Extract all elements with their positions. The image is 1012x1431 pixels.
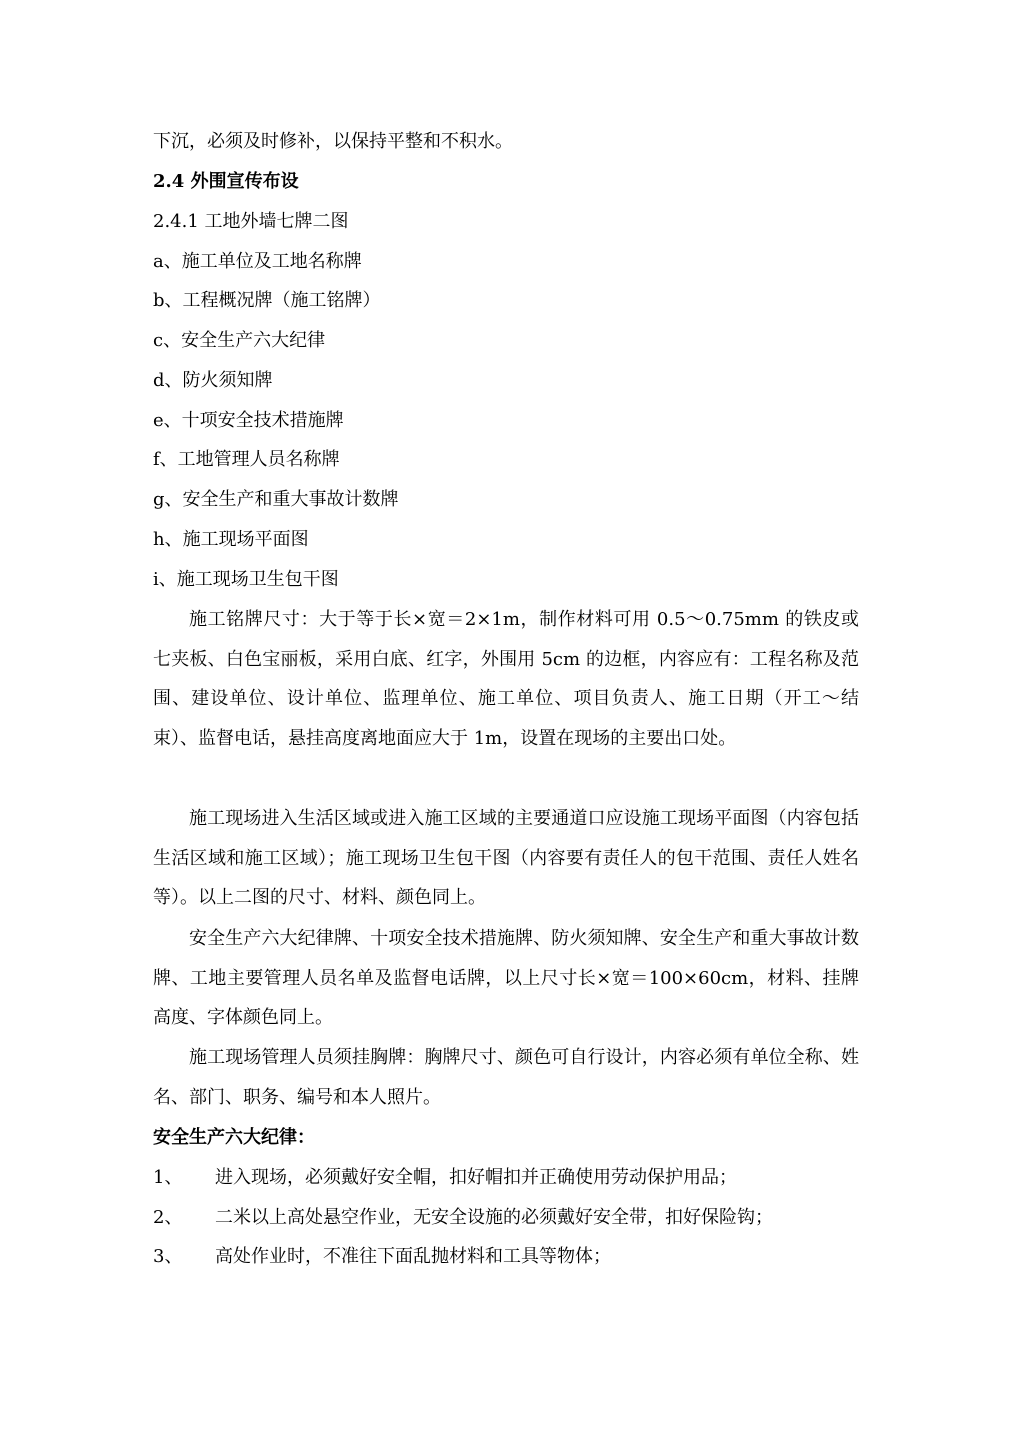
discipline-item-text: 进入现场，必须戴好安全帽，扣好帽扣并正确使用劳动保护用品； [215,1167,737,1188]
paragraph-badges: 施工现场管理人员须挂胸牌：胸牌尺寸、颜色可自行设计，内容必须有单位全称、姓名、部门、职务、编号和本人照片。 [153,1047,859,1108]
list-item: b、工程概况牌（施工铭牌） [153,290,381,311]
list-item: d、防火须知牌 [153,370,273,391]
list-item: a、施工单位及工地名称牌 [153,251,362,272]
paragraph-site-plan: 施工现场进入生活区域或进入施工区域的主要通道口应设施工现场平面图（内容包括生活区域和施工区域）；施工现场卫生包干图（内容要有责任人的包干范围、责任人姓名等）。以上二图的尺寸、材料、颜色同上。 [153,808,859,909]
list-item: g、安全生产和重大事故计数牌 [153,489,399,510]
discipline-item [153,1165,863,1191]
discipline-item-number: 2、 [153,1207,183,1228]
list-item: f、工地管理人员名称牌 [153,449,340,470]
discipline-heading: 安全生产六大纪律： [153,1127,315,1148]
paragraph-signboards: 安全生产六大纪律牌、十项安全技术措施牌、防火须知牌、安全生产和重大事故计数牌、工地主要管理人员名单及监督电话牌，以上尺寸长×宽＝100×60cm，材料、挂牌高度、字体颜色同上。 [153,928,859,1029]
subsection-heading: 2.4.1 工地外墙七牌二图 [153,211,349,232]
paragraph-nameplate-size: 施工铭牌尺寸：大于等于长×宽＝2×1m，制作材料可用 0.5～0.75mm 的铁皮或七夹板、白色宝丽板，采用白底、红字，外围用 5cm 的边框，内容应有：工程名称及范围、建设单位、设计单位、监理单位、施工单位、项目负责人、施工日期（开工～结束）、监督电话，悬挂高度离地面应大于 1m，设置在现场的主要出口处。 [153,609,859,749]
list-item: c、安全生产六大纪律 [153,330,326,351]
list-item: e、十项安全技术措施牌 [153,410,344,431]
discipline-item-text: 二米以上高处悬空作业，无安全设施的必须戴好安全带，扣好保险钩； [215,1207,773,1228]
discipline-item [153,1244,863,1270]
discipline-item-number: 1、 [153,1167,183,1188]
discipline-item-number: 3、 [153,1246,183,1267]
discipline-item-text: 高处作业时，不准往下面乱抛材料和工具等物体； [215,1246,611,1267]
list-item: i、施工现场卫生包干图 [153,569,339,590]
discipline-item [153,1205,863,1231]
section-heading: 2.4 外围宣传布设 [153,171,299,192]
continuation-line: 下沉，必须及时修补，以保持平整和不积水。 [153,131,513,152]
list-item: h、施工现场平面图 [153,529,309,550]
